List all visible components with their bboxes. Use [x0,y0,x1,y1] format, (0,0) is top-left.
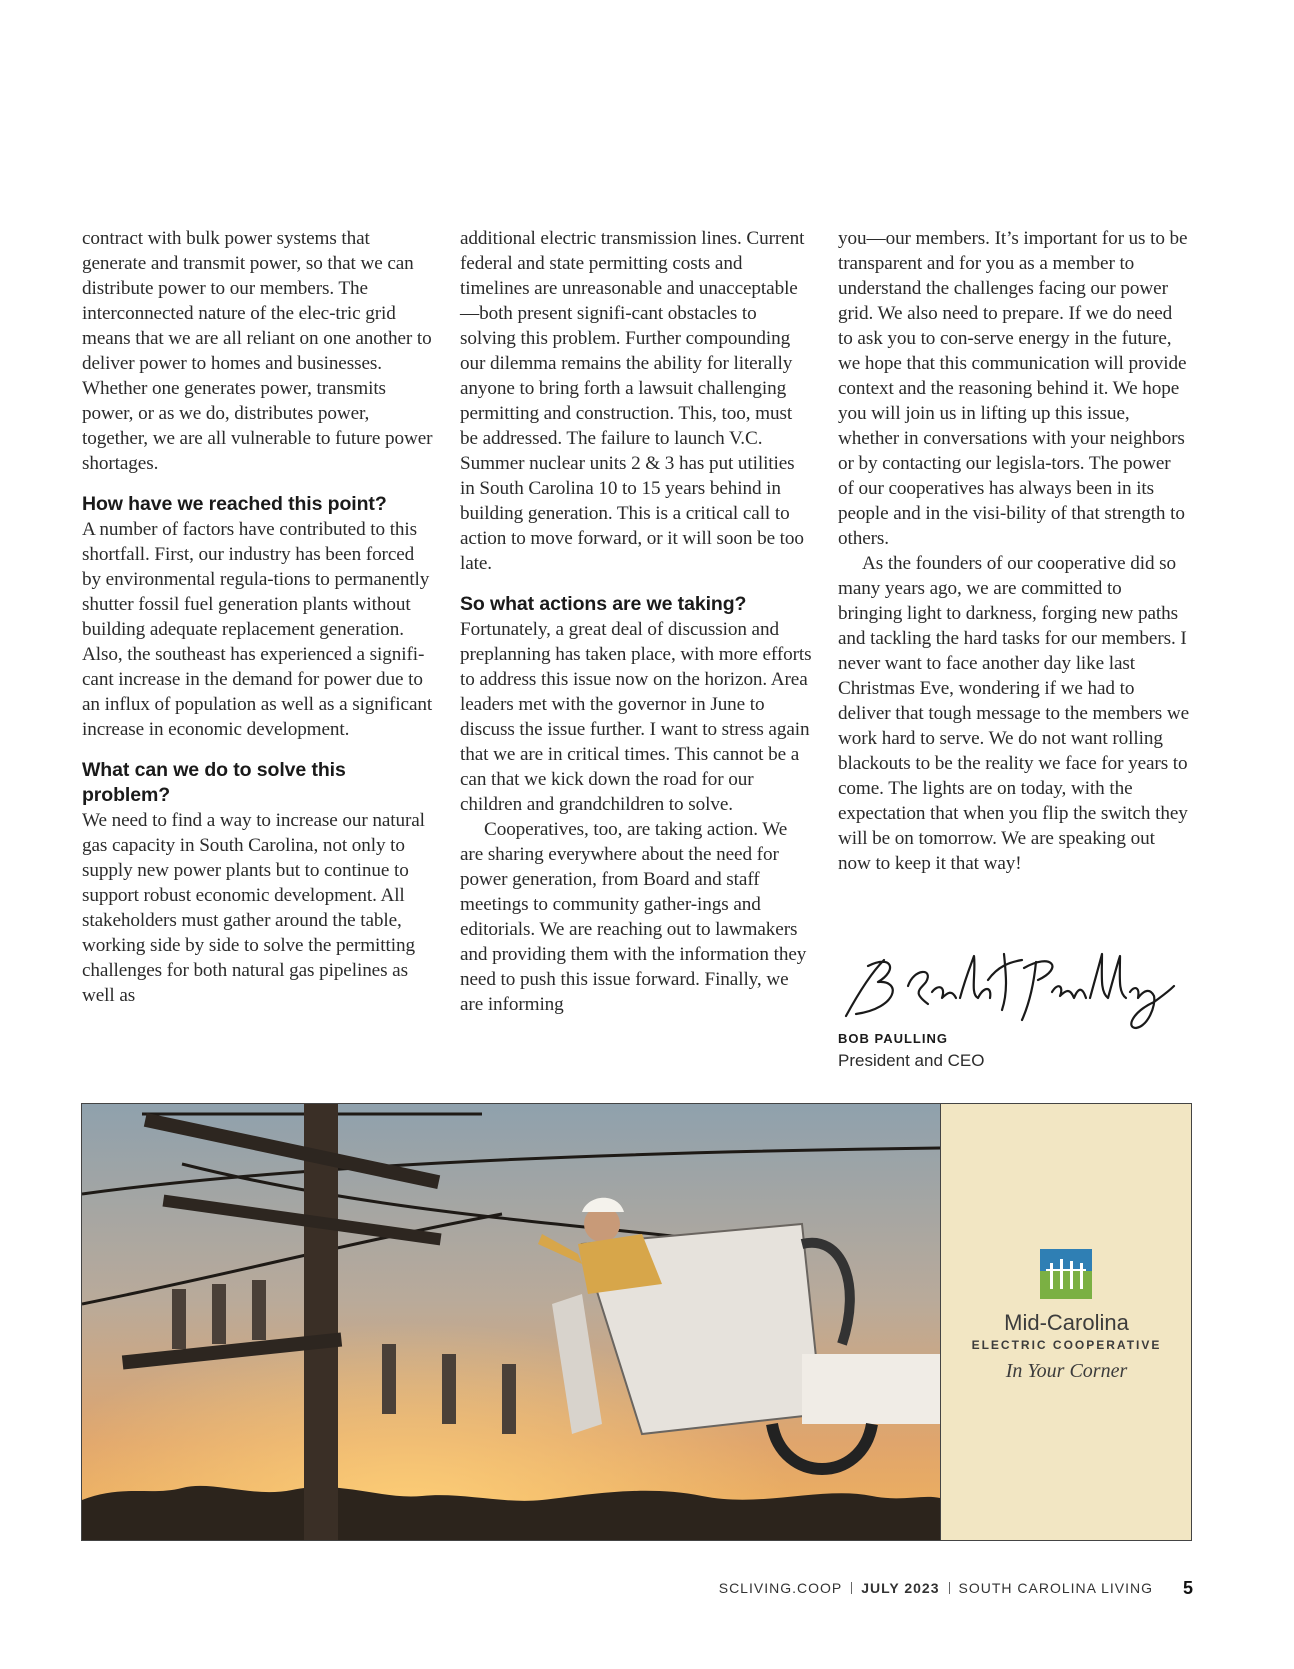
logo-name: Mid-Carolina [1004,1310,1129,1335]
footer-divider [949,1582,950,1594]
logo-tagline: In Your Corner [1005,1360,1128,1382]
section-heading: What can we do to solve this problem? [82,759,346,806]
footer-divider [851,1582,852,1594]
signer-title: President and CEO [838,1051,985,1070]
body-paragraph: additional electric transmission lines. Current federal and state permitting costs and timelines are unreasonable and unacceptable—both present signifi-cant obstacles to solving this problem. Further compounding our dilemma remains the ability for literally anyone to bring forth a lawsuit challenging permitting and construction. This, too, must be addressed. The failure to launch V.C. Summer nuclear units 2 & 3 has put utilities in South Carolina 10 to 15 years behind in building generation. This is a critical call to action to move forward, or it will soon be too late. [460,228,805,574]
cooperative-logo-icon [1040,1249,1092,1299]
handwritten-signature [838,946,1178,1036]
signer-name: BOB PAULLING [838,1031,948,1046]
section-heading: So what actions are we taking? [460,593,747,615]
body-paragraph: you—our members. It’s important for us to be transparent and for you as a member to understand the challenges facing our power grid. We also need to prepare. If we do need to ask you to con-serve energy in the future, we hope that this communication will provide context and the reasoning behind it. We hope you will join us in lifting up this issue, whether in conversations with your neighbors or by contacting our legisla-tors. The power of our cooperatives has always been in its people and in the visi-bility of that strength to others. [838,228,1188,549]
footer-site: SCLIVING.COOP [718,1580,843,1596]
body-paragraph: A number of factors have contributed to this shortfall. First, our industry has been forced by environmental regula-tions to permanently shutter fossil fuel generation plants without building adequate replacement generation. Also, the southeast has experienced a signifi-cant increase in the demand for power due to an influx of population as well as a significant increase in economic development. [82,519,433,740]
article-column-1 [82,226,434,1008]
footer-date: JULY 2023 [861,1580,940,1596]
page-footer [600,1578,1194,1599]
article-column-2 [460,226,812,1017]
body-paragraph: contract with bulk power systems that generate and transmit power, so that we can distribute power to our members. The interconnected nature of the elec-tric grid means that we are all reliant on one another to deliver power to homes and businesses. Whether one generates power, transmits power, or as we do, distributes power, together, we are all vulnerable to future power shortages. [82,228,433,474]
body-paragraph: Fortunately, a great deal of discussion and preplanning has taken place, with more efforts to address this issue now on the horizon. Area leaders met with the governor in June to discuss the issue further. I want to stress again that we are in critical times. This cannot be a can that we kick down the road for our children and grandchildren to solve. [460,619,812,815]
footer-magazine: SOUTH CAROLINA LIVING [958,1580,1153,1596]
section-heading: How have we reached this point? [82,493,387,515]
body-paragraph: As the founders of our cooperative did so many years ago, we are committed to bringing light to darkness, forging new paths and tackling the hard tasks for our members. I never want to face another day like last Christmas Eve, wondering if we had to deliver that tough message to the members we work hard to serve. We do not want rolling blackouts to be the reality we face for years to come. The lights are on today, with the expectation that when you flip the switch they will be on tomorrow. We are speaking out now to keep it that way! [838,553,1190,874]
lineworker-photo [82,1104,940,1540]
body-paragraph: Cooperatives, too, are taking action. We are sharing everywhere about the need for power generation, from Board and staff meetings to community gather-ings and editorials. We are reaching out to lawmakers and providing them with the information they need to push this issue forward. Finally, we are informing [460,819,807,1015]
page-number: 5 [1182,1578,1194,1598]
article-column-3 [838,226,1190,876]
body-paragraph: We need to find a way to increase our natural gas capacity in South Carolina, not only to supply new power plants but to continue to support robust economic development. All stakeholders must gather around the table, working side by side to solve the permitting challenges for both natural gas pipelines as well as [82,810,425,1006]
cooperative-banner [81,1103,1192,1541]
logo-panel [940,1104,1192,1540]
logo-subtitle: ELECTRIC COOPERATIVE [971,1338,1162,1352]
